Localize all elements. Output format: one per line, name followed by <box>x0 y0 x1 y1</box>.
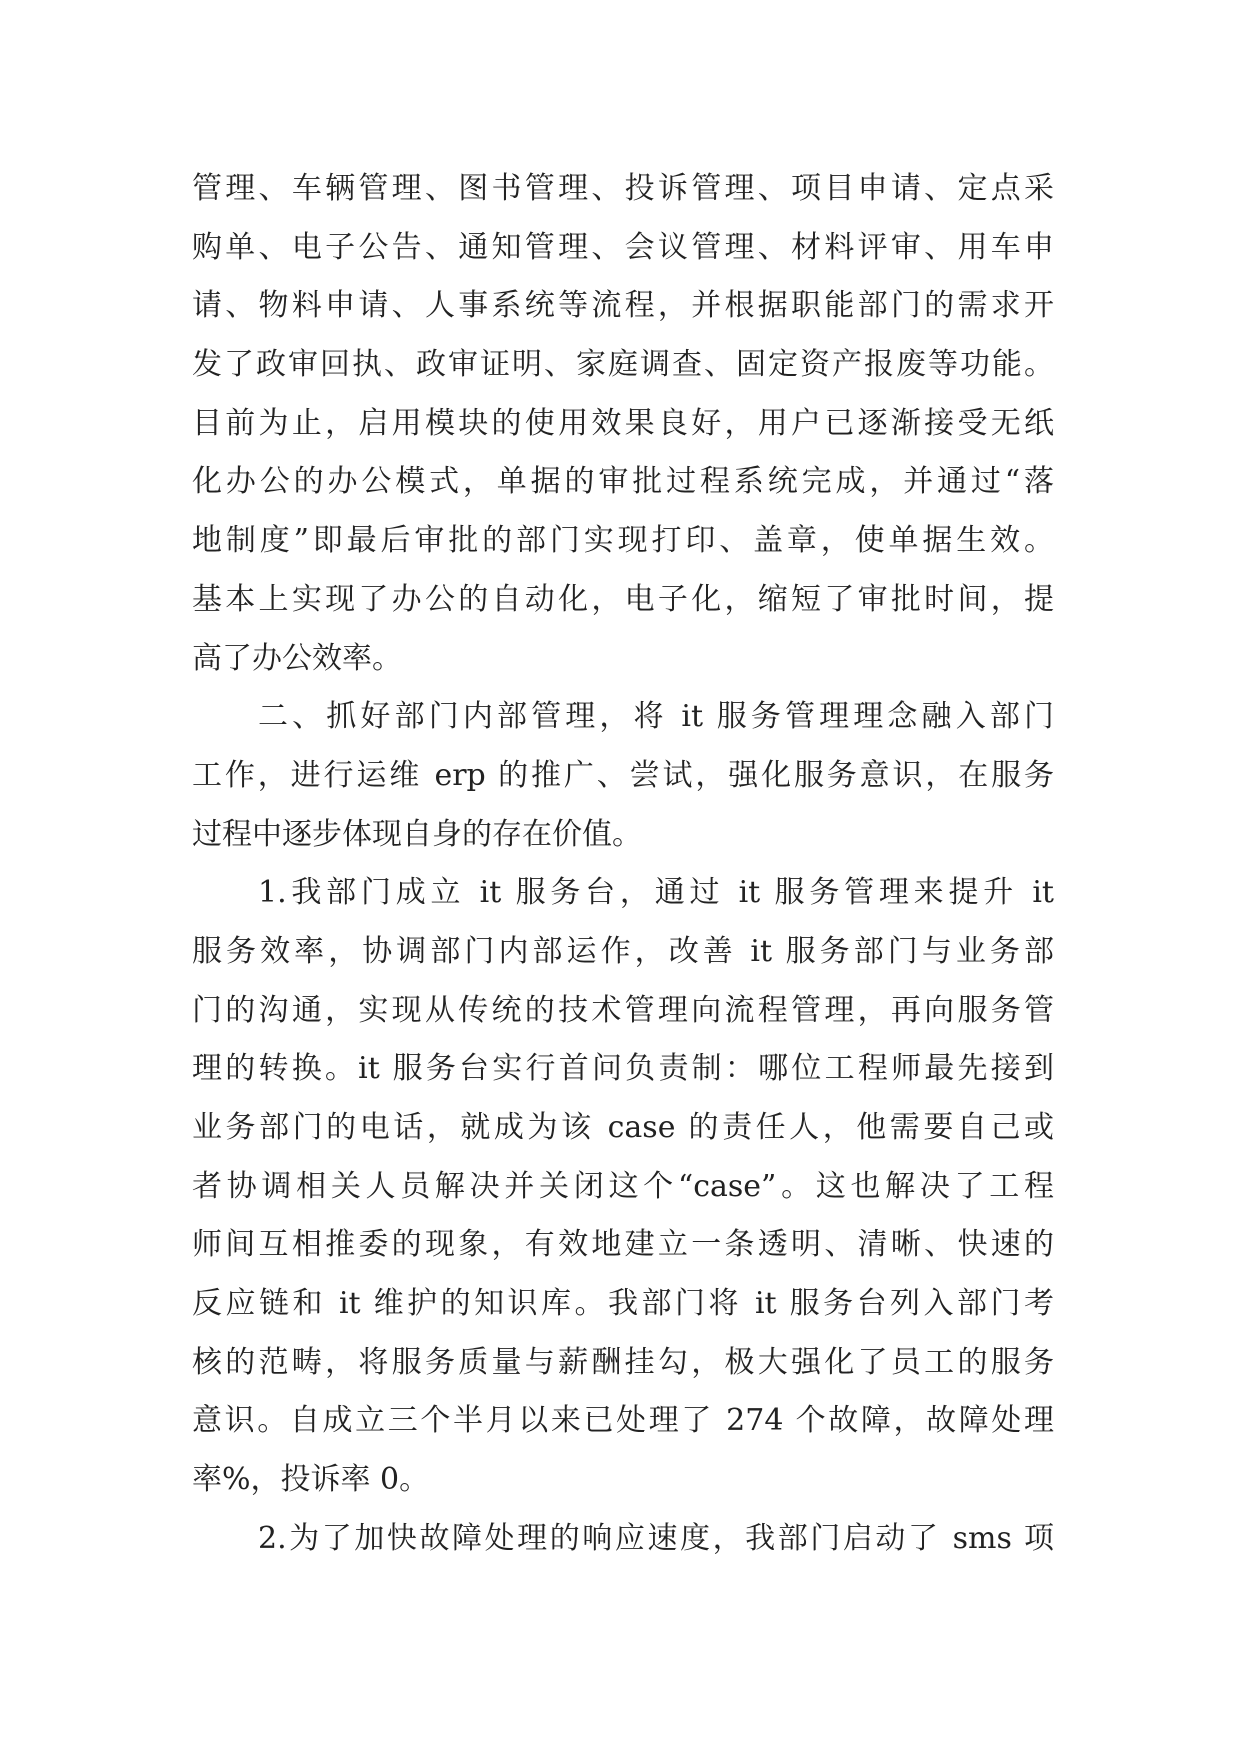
text-line: 门的沟通，实现从传统的技术管理向流程管理，再向服务管 <box>192 992 1054 1028</box>
text-line: 地制度”即最后审批的部门实现打印、盖章，使单据生效。 <box>192 523 1054 559</box>
text-line: 二、抓好部门内部管理，将 it 服务管理理念融入部门 <box>258 699 1054 735</box>
text-line: 基本上实现了办公的自动化，电子化，缩短了审批时间，提 <box>192 581 1054 617</box>
text-line: 管理、车辆管理、图书管理、投诉管理、项目申请、定点采 <box>192 171 1054 206</box>
text-line: 过程中逐步体现自身的存在价值。 <box>192 816 642 852</box>
text-line: 化办公的办公模式，单据的审批过程系统完成，并通过“落 <box>192 464 1054 500</box>
text-line: 者协调相关人员解决并关闭这个“case”。这也解决了工程 <box>192 1168 1054 1204</box>
text-line: 服务效率，协调部门内部运作，改善 it 服务部门与业务部 <box>192 933 1054 969</box>
text-line: 请、物料申请、人事系统等流程，并根据职能部门的需求开 <box>192 288 1054 324</box>
text-line: 核的范畴，将服务质量与薪酬挂勾，极大强化了员工的服务 <box>192 1344 1054 1380</box>
text-line: 发了政审回执、政审证明、家庭调查、固定资产报废等功能。 <box>192 347 1054 383</box>
text-line: 反应链和 it 维护的知识库。我部门将 it 服务台列入部门考 <box>192 1286 1054 1322</box>
text-line: 理的转换。it 服务台实行首问负责制：哪位工程师最先接到 <box>192 1051 1054 1087</box>
text-line: 意识。自成立三个半月以来已处理了 274 个故障，故障处理 <box>192 1403 1054 1439</box>
text-line: 购单、电子公告、通知管理、会议管理、材料评审、用车申 <box>192 229 1054 265</box>
text-line: 工作，进行运维 erp 的推广、尝试，强化服务意识，在服务 <box>192 757 1054 793</box>
text-line: 高了办公效率。 <box>192 640 402 676</box>
text-line: 2.为了加快故障处理的响应速度，我部门启动了 sms 项 <box>258 1520 1054 1556</box>
document-body <box>192 160 1054 1569</box>
text-line: 目前为止，启用模块的使用效果良好，用户已逐渐接受无纸 <box>192 405 1054 441</box>
text-line: 师间互相推委的现象，有效地建立一条透明、清晰、快速的 <box>192 1227 1054 1263</box>
text-line: 业务部门的电话，就成为该 case 的责任人，他需要自己或 <box>192 1110 1054 1145</box>
text-line: 1.我部门成立 it 服务台，通过 it 服务管理来提升 it <box>258 875 1054 911</box>
text-line: 率%，投诉率 0。 <box>192 1462 430 1498</box>
